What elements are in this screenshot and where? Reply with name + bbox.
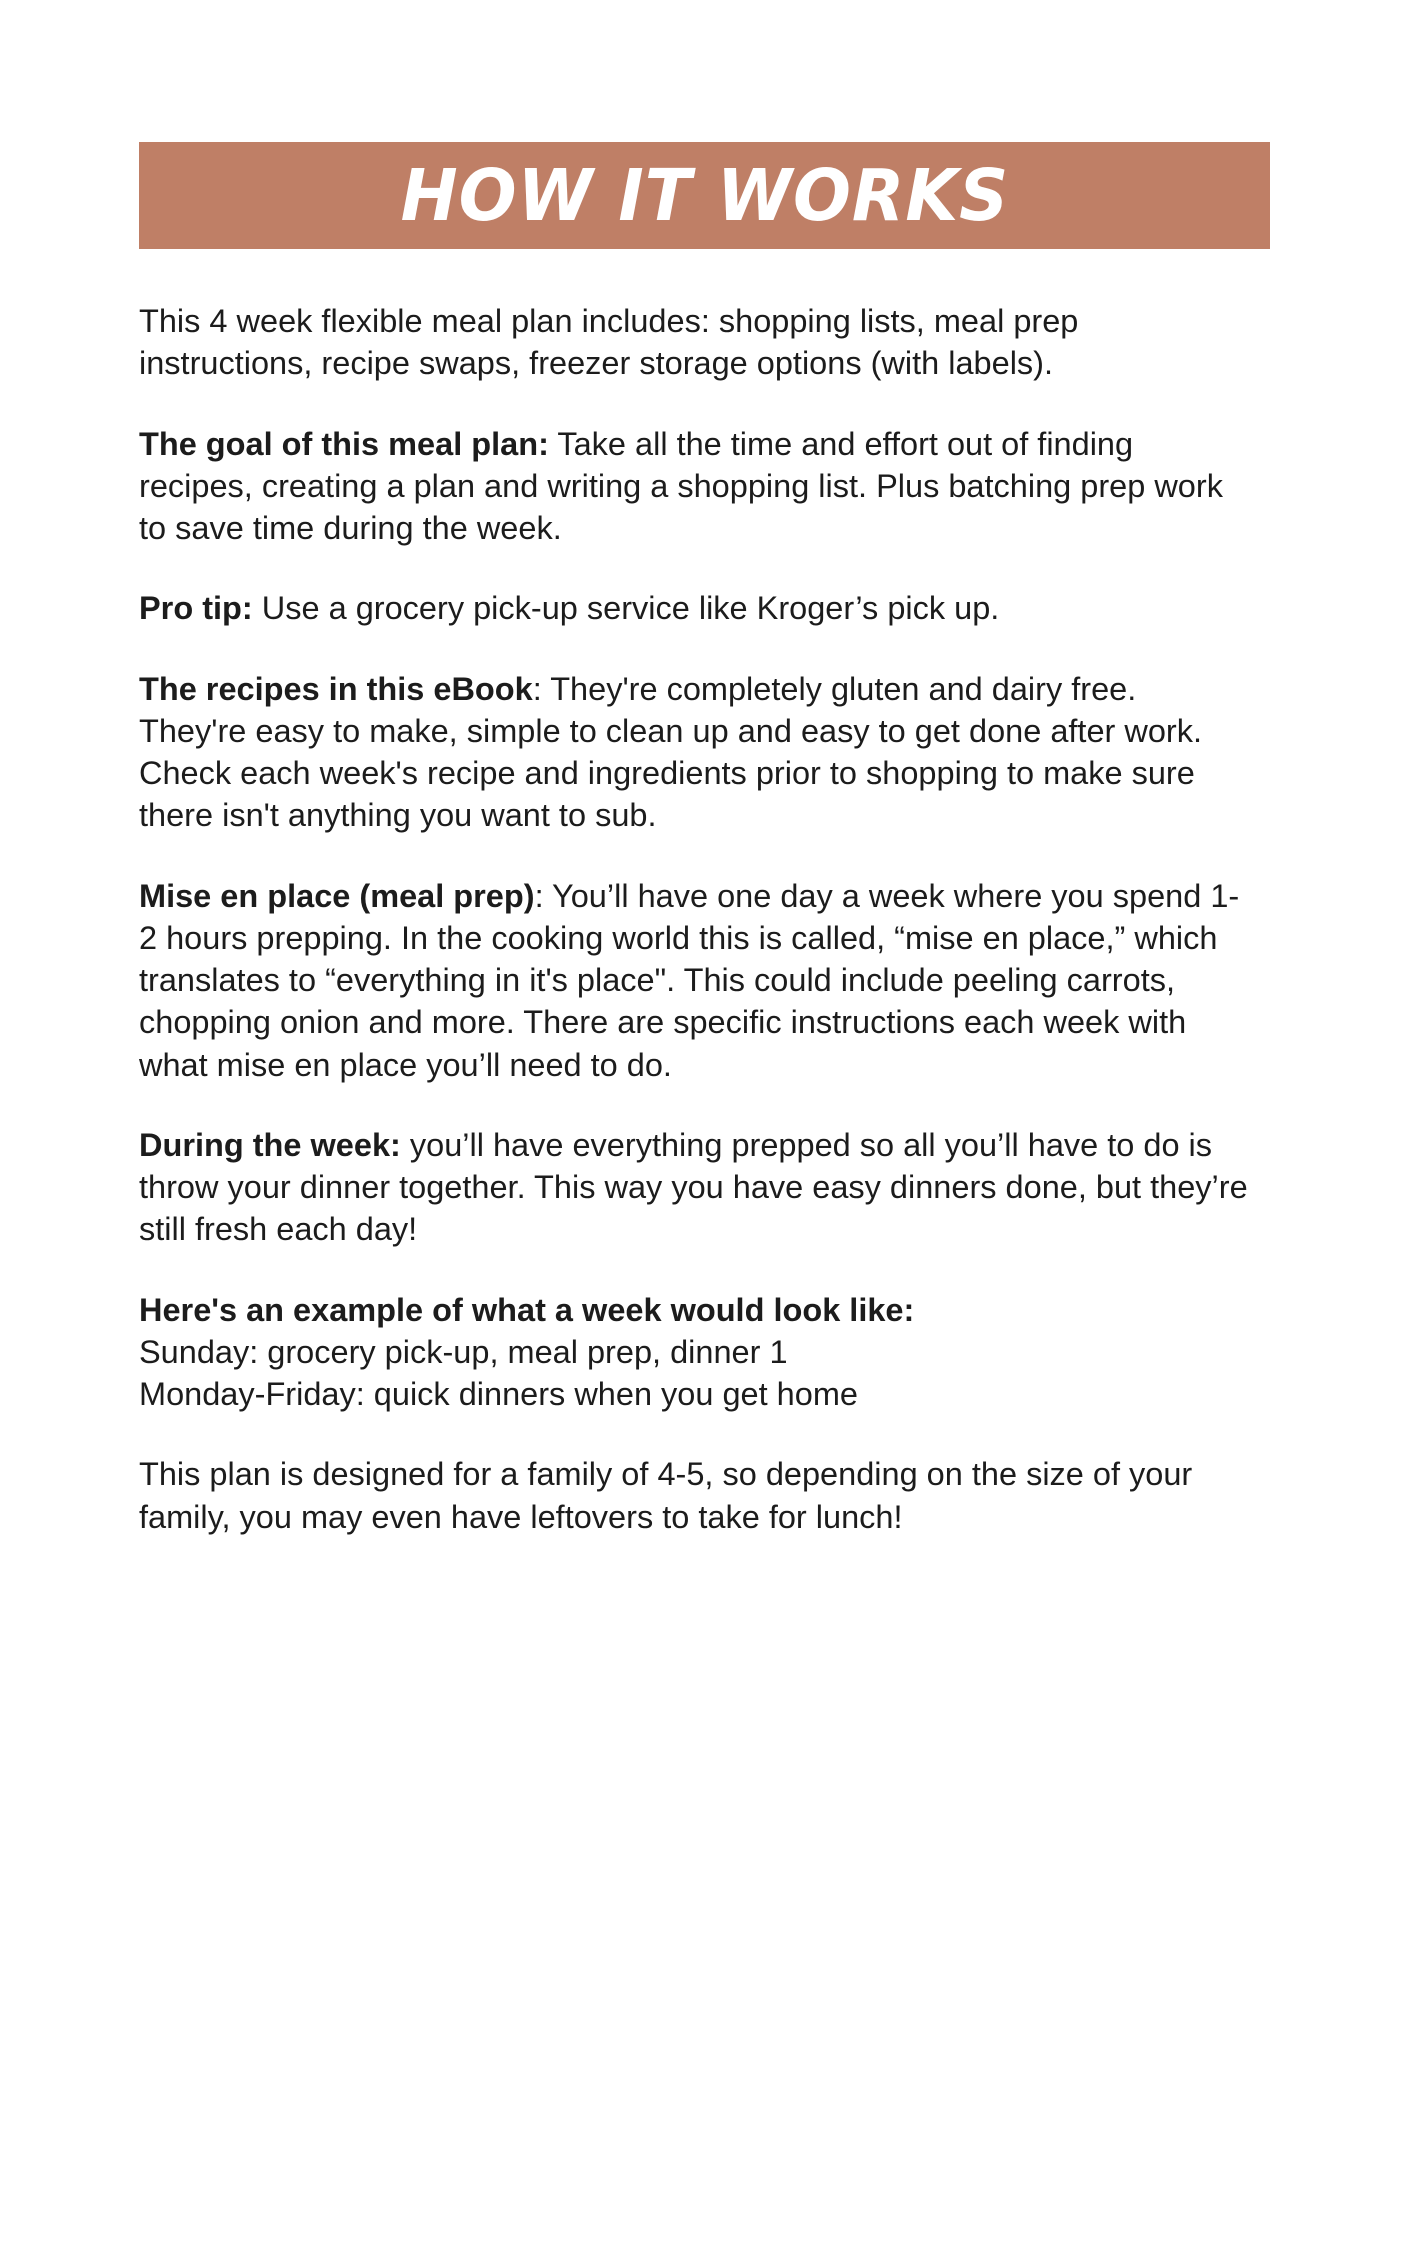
paragraph-recipes	[139, 668, 1249, 837]
example-heading-text: Here's an example of what a week would look like:	[139, 1291, 915, 1328]
protip-text: Use a grocery pick-up service like Kroger’s pick up.	[252, 590, 1000, 627]
example-line-sunday: Sunday: grocery pick-up, meal prep, dinner 1	[139, 1333, 788, 1370]
during-label: During the week:	[139, 1126, 401, 1163]
page-title: HOW IT WORKS	[400, 154, 1009, 237]
paragraph-closing: This plan is designed for a family of 4-5, so depending on the size of your family, you may even have leftovers to take for lunch!	[139, 1456, 1193, 1535]
example-line-weekdays: Monday-Friday: quick dinners when you get home	[139, 1376, 858, 1412]
paragraph-mise-en-place	[139, 875, 1249, 1086]
goal-label: The goal of this meal plan:	[139, 425, 549, 462]
during-text: you’ll have everything prepped so all you’ll have to do is throw your dinner together. This way you have easy dinners done, but they’re still fresh each day!	[139, 1126, 1248, 1248]
goal-text: Take all the time and effort out of finding recipes, creating a plan and writing a shopping list. Plus batching prep work to save time during the week.	[139, 425, 1223, 546]
paragraph-during-week	[139, 1124, 1249, 1251]
protip-label: Pro tip:	[139, 590, 253, 627]
example-heading	[139, 1289, 1249, 1331]
page-title-banner	[139, 142, 1270, 249]
document-body	[139, 300, 1270, 1538]
recipes-text: : They're completely gluten and dairy free. They're easy to make, simple to clean up and easy to get done after work. Check each week's recipe and ingredients prior to shopping to make sure there isn't anything you want to sub.	[139, 670, 1203, 834]
intro-text: This 4 week flexible meal plan includes: shopping lists, meal prep instructions, recipe swaps, freezer storage options (with labels).	[139, 303, 1079, 382]
mise-label: Mise en place (meal prep)	[139, 877, 535, 914]
paragraph-goal	[139, 423, 1249, 550]
mise-text: : You’ll have one day a week where you spend 1-2 hours prepping. In the cooking world this is called, “mise en place,” which translates to “everything in it's place". This could include peeling carrots, chopping onion and more. There are specific instructions each week with what mise en place you’ll need to do.	[139, 877, 1240, 1083]
recipes-label: The recipes in this eBook	[139, 670, 533, 707]
paragraph-protip	[139, 587, 1249, 629]
paragraph-intro	[139, 300, 1249, 385]
